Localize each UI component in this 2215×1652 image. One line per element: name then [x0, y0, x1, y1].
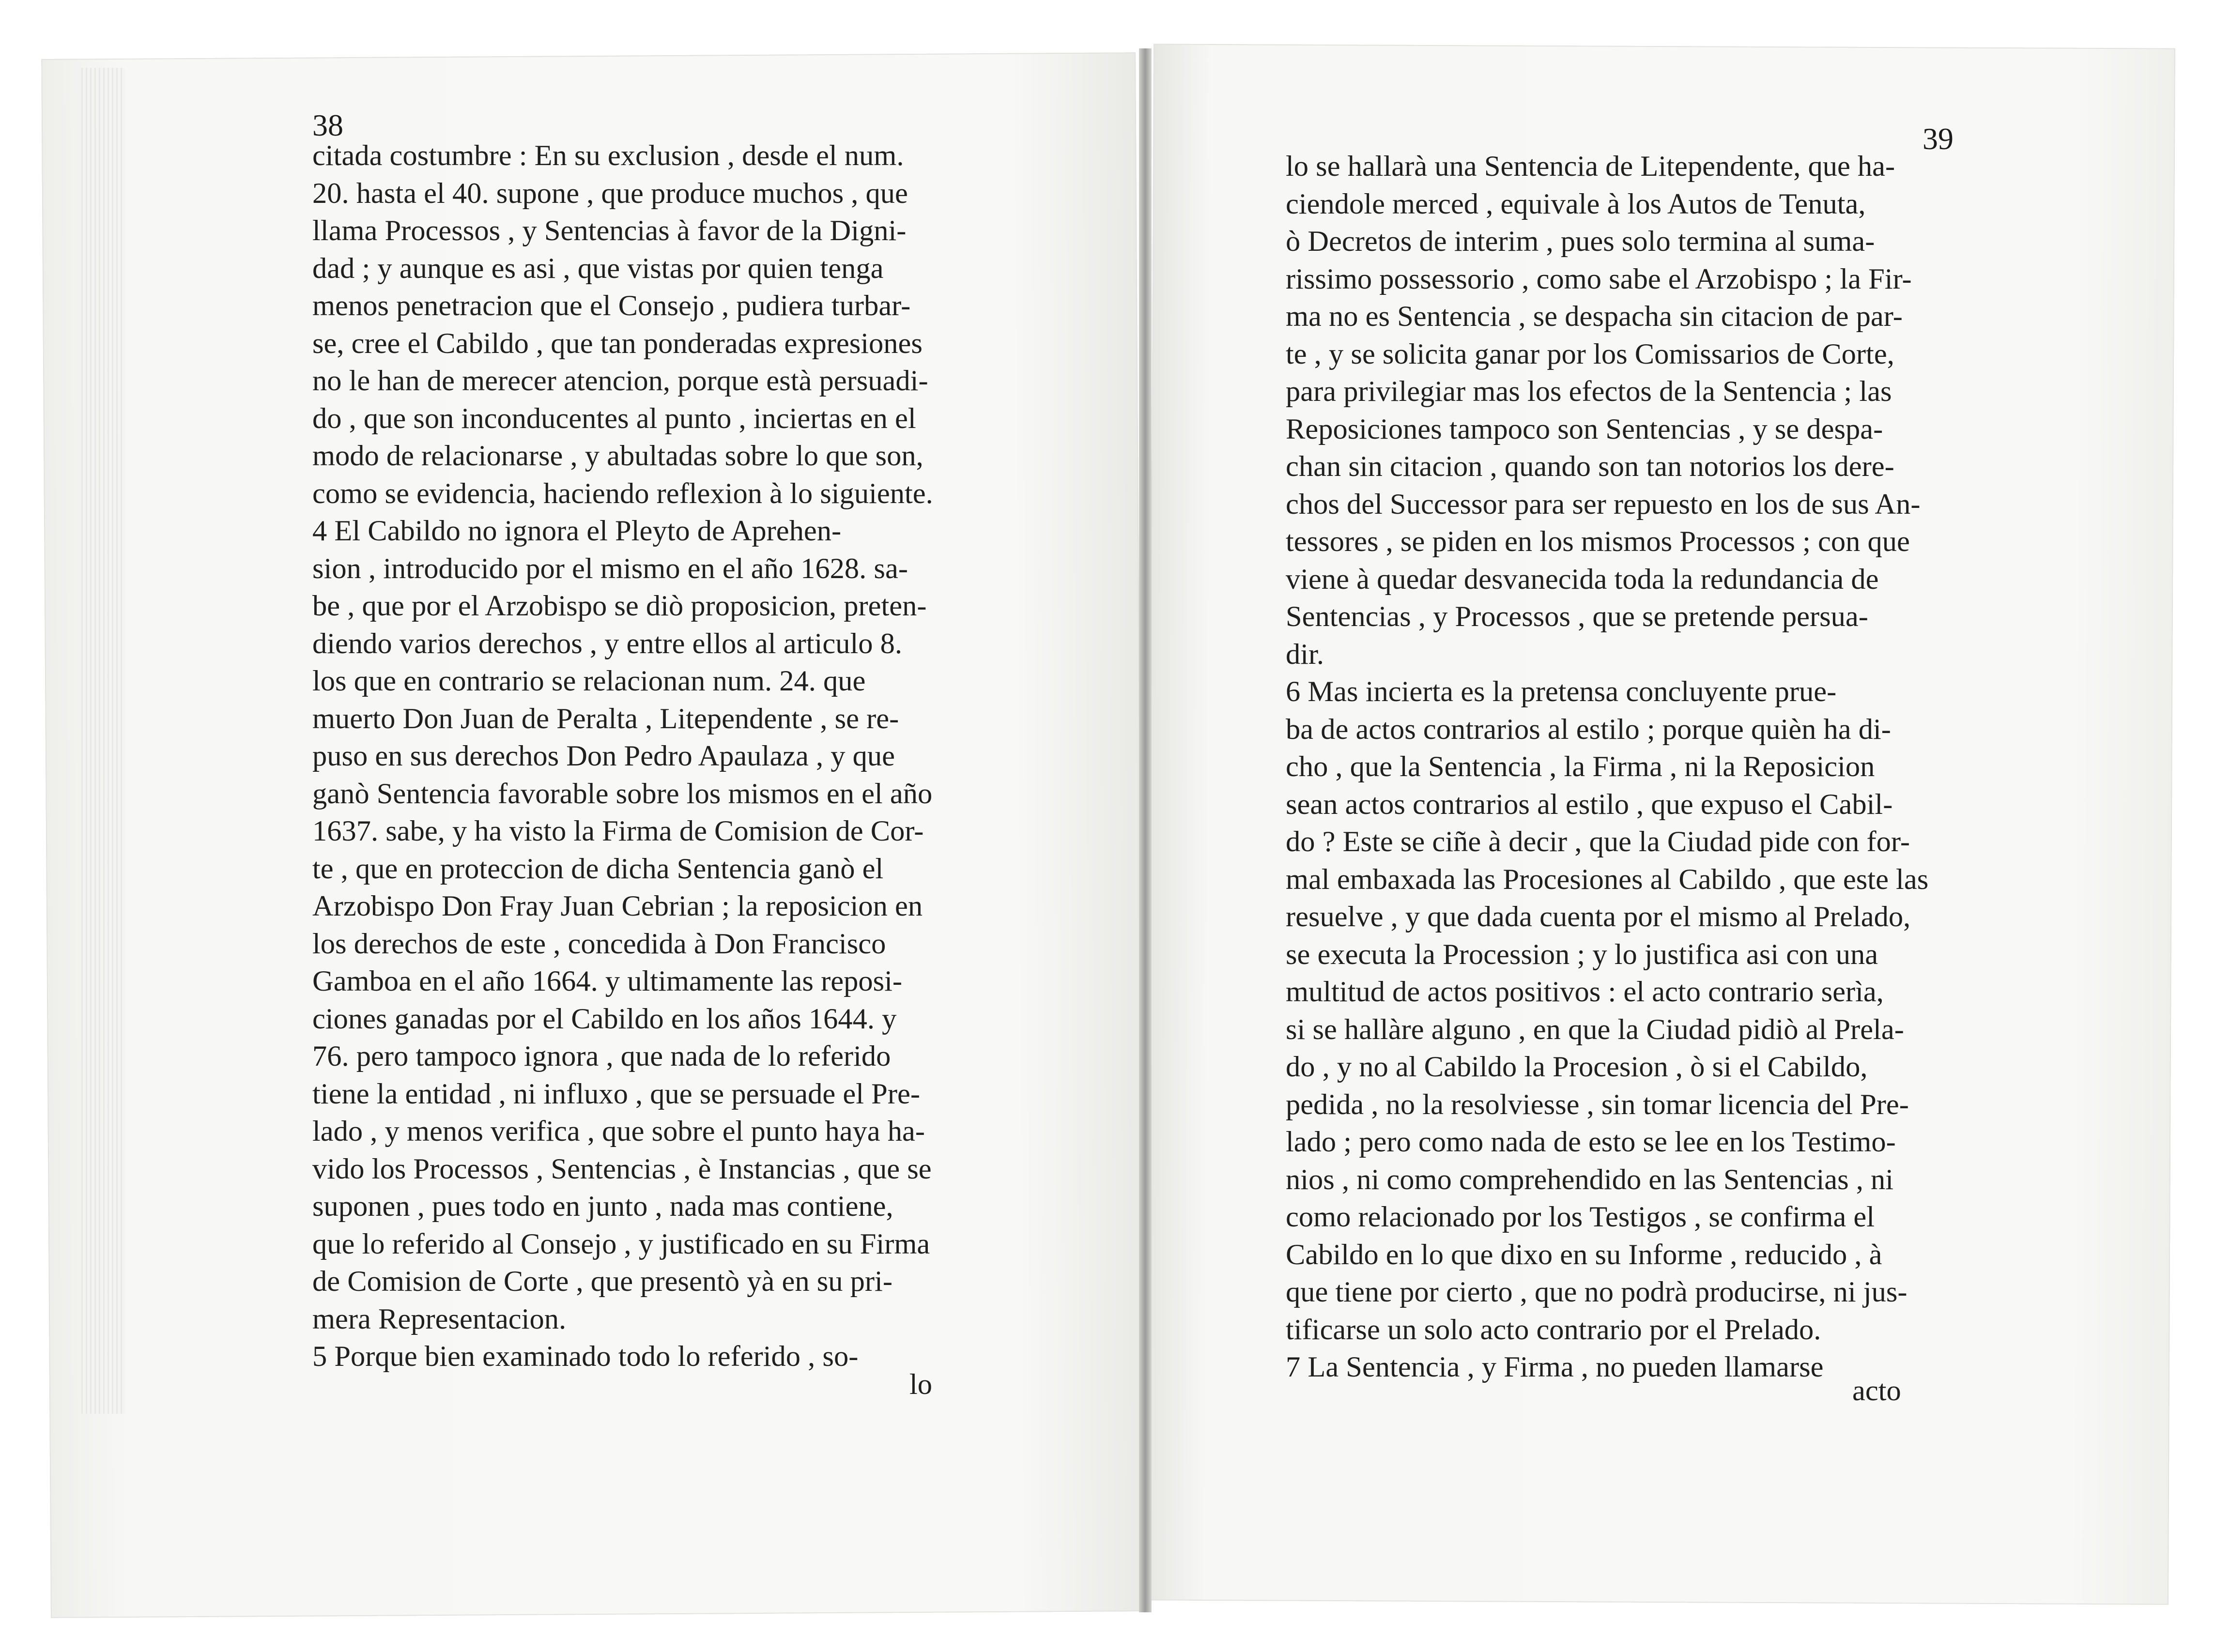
page-edges	[81, 68, 125, 1414]
text-line: 5 Porque bien examinado todo lo referido , so-	[312, 1340, 859, 1373]
right-page-text	[1286, 148, 1959, 1386]
text-line: Sentencias , y Processos , que se pretende persua-	[1286, 600, 1868, 633]
text-line: chos del Successor para ser repuesto en los de sus An-	[1286, 488, 1921, 520]
text-line: resuelve , y que dada cuenta por el mismo al Prelado,	[1286, 901, 1911, 933]
text-line: ganò Sentencia favorable sobre los mismos en el año	[312, 777, 933, 810]
text-line: ò Decretos de interim , pues solo termina al suma-	[1286, 225, 1875, 258]
text-line: se executa la Procession ; y lo justifica asi con una	[1286, 938, 1878, 971]
text-line: dir.	[1286, 638, 1324, 671]
text-line: ma no es Sentencia , se despacha sin citacion de par-	[1286, 300, 1903, 333]
text-line: do , que son inconducentes al punto , inciertas en el	[312, 402, 916, 435]
text-line: Reposiciones tampoco son Sentencias , y se despa-	[1286, 413, 1883, 445]
text-line: be , que por el Arzobispo se diò proposicion, preten-	[312, 590, 927, 622]
text-line: tiene la entidad , ni influxo , que se persuade el Pre-	[312, 1077, 920, 1110]
text-line: Arzobispo Don Fray Juan Cebrian ; la reposicion en	[312, 890, 923, 922]
text-line: 20. hasta el 40. supone , que produce muchos , que	[312, 177, 908, 210]
text-line: pedida , no la resolviesse , sin tomar licencia del Pre-	[1286, 1088, 1909, 1121]
text-line: sion , introducido por el mismo en el año 1628. sa-	[312, 552, 908, 585]
text-line: ciones ganadas por el Cabildo en los años 1644. y	[312, 1002, 897, 1035]
text-line: lado , y menos verifica , que sobre el punto haya ha-	[312, 1115, 925, 1147]
text-line: 4 El Cabildo no ignora el Pleyto de Aprehen-	[312, 515, 842, 547]
text-line: llama Processos , y Sentencias à favor de la Digni-	[312, 214, 907, 247]
text-line: chan sin citacion , quando son tan notorios los dere-	[1286, 450, 1894, 483]
text-line: viene à quedar desvanecida toda la redundancia de	[1286, 563, 1879, 596]
page-number-left: 38	[312, 108, 343, 142]
book-gutter	[1139, 48, 1152, 1612]
text-line: cho , que la Sentencia , la Firma , ni la Reposicion	[1286, 750, 1875, 783]
text-line: nios , ni como comprehendido en las Sentencias , ni	[1286, 1163, 1894, 1196]
text-line: multitud de actos positivos : el acto contrario serìa,	[1286, 976, 1884, 1008]
text-line: vido los Processos , Sentencias , è Instancias , que se	[312, 1152, 932, 1185]
text-line: mera Representacion.	[312, 1302, 567, 1335]
text-line: ba de actos contrarios al estilo ; porque quièn ha di-	[1286, 713, 1891, 746]
text-line: 7 La Sentencia , y Firma , no pueden llamarse	[1286, 1351, 1824, 1383]
text-line: Cabildo en lo que dixo en su Informe , reducido , à	[1286, 1238, 1882, 1271]
page-number-right: 39	[1923, 122, 1954, 156]
text-line: de Comision de Corte , que presentò yà en su pri-	[312, 1265, 892, 1298]
text-line: te , que en proteccion de dicha Sentencia ganò el	[312, 852, 884, 885]
text-line: sean actos contrarios al estilo , que expuso el Cabil-	[1286, 788, 1893, 821]
catchword-left: lo	[909, 1368, 933, 1401]
text-line: como se evidencia, haciendo reflexion à lo siguiente.	[312, 477, 933, 510]
text-line: te , y se solicita ganar por los Comissarios de Corte,	[1286, 337, 1894, 370]
text-line: muerto Don Juan de Peralta , Litependente , se re-	[312, 702, 899, 735]
text-line: tessores , se piden en los mismos Processos ; con que	[1286, 525, 1910, 558]
text-line: do ? Este se ciñe à decir , que la Ciudad pide con for-	[1286, 826, 1910, 858]
text-line: dad ; y aunque es asi , que vistas por quien tenga	[312, 252, 884, 285]
left-page-text	[312, 137, 990, 1376]
text-line: menos penetracion que el Consejo , pudiera turbar-	[312, 290, 911, 322]
text-line: no le han de merecer atencion, porque està persuadi-	[312, 365, 928, 397]
text-line: tificarse un solo acto contrario por el Prelado.	[1286, 1313, 1821, 1346]
text-line: citada costumbre : En su exclusion , desde el num.	[312, 139, 904, 172]
text-line: diendo varios derechos , y entre ellos al articulo 8.	[312, 627, 903, 660]
text-line: 6 Mas incierta es la pretensa concluyente prue-	[1286, 675, 1837, 708]
text-line: Gamboa en el año 1664. y ultimamente las reposi-	[312, 965, 903, 997]
text-line: si se hallàre alguno , en que la Ciudad pidiò al Prela-	[1286, 1013, 1904, 1046]
text-line: modo de relacionarse , y abultadas sobre lo que son,	[312, 440, 923, 472]
text-line: rissimo possessorio , como sabe el Arzobispo ; la Fir-	[1286, 262, 1912, 295]
text-line: se, cree el Cabildo , que tan ponderadas expresiones	[312, 327, 923, 360]
text-line: los que en contrario se relacionan num. 24. que	[312, 665, 866, 697]
text-line: como relacionado por los Testigos , se confirma el	[1286, 1201, 1875, 1233]
text-line: lo se hallarà una Sentencia de Litependente, que ha-	[1286, 150, 1895, 183]
text-line: lado ; pero como nada de esto se lee en los Testimo-	[1286, 1126, 1896, 1158]
text-line: los derechos de este , concedida à Don Francisco	[312, 927, 886, 960]
text-line: do , y no al Cabildo la Procesion , ò si el Cabildo,	[1286, 1051, 1868, 1083]
text-line: 1637. sabe, y ha visto la Firma de Comision de Cor-	[312, 815, 924, 847]
catchword-right: acto	[1852, 1375, 1901, 1407]
text-line: puso en sus derechos Don Pedro Apaulaza , y que	[312, 740, 895, 772]
text-line: que tiene por cierto , que no podrà producirse, ni jus-	[1286, 1276, 1907, 1308]
text-line: para privilegiar mas los efectos de la Sentencia ; las	[1286, 375, 1892, 408]
text-line: mal embaxada las Procesiones al Cabildo , que este las	[1286, 863, 1929, 896]
text-line: suponen , pues todo en junto , nada mas contiene,	[312, 1190, 893, 1223]
text-line: que lo referido al Consejo , y justificado en su Firma	[312, 1227, 930, 1260]
text-line: 76. pero tampoco ignora , que nada de lo referido	[312, 1040, 891, 1072]
text-line: ciendole merced , equivale à los Autos de Tenuta,	[1286, 187, 1866, 220]
